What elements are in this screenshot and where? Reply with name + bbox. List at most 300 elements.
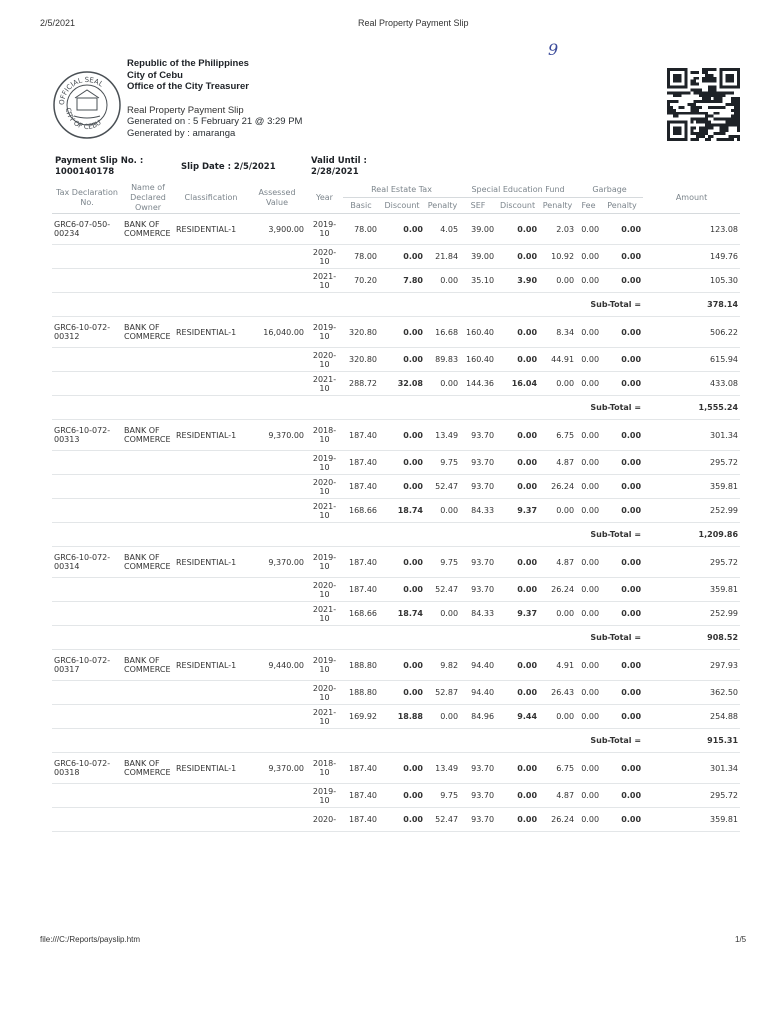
empty-cell xyxy=(174,245,248,269)
sdisc-cell: 0.00 xyxy=(496,681,539,705)
year-cell: 2019-10 xyxy=(306,784,343,808)
header-garbage: Garbage xyxy=(576,183,643,198)
subtotal-row xyxy=(52,293,740,317)
empty-cell xyxy=(248,602,306,626)
sef-cell: 93.70 xyxy=(460,420,496,451)
svg-text:OFFICIAL SEAL: OFFICIAL SEAL xyxy=(57,75,105,106)
gpen-cell: 0.00 xyxy=(601,475,643,499)
gpen-cell: 0.00 xyxy=(601,681,643,705)
subtotal-row xyxy=(52,729,740,753)
spen-cell: 26.24 xyxy=(539,475,576,499)
table-row xyxy=(52,420,740,451)
header-assessed-value: Assessed Value xyxy=(248,183,306,214)
subtotal-amount: 915.31 xyxy=(643,729,740,753)
empty-cell xyxy=(122,681,174,705)
year-cell: 2018-10 xyxy=(306,753,343,784)
fee-cell: 0.00 xyxy=(576,245,601,269)
sef-cell: 84.96 xyxy=(460,705,496,729)
pen-cell: 9.75 xyxy=(425,547,460,578)
empty-cell xyxy=(52,729,576,753)
empty-cell xyxy=(174,681,248,705)
empty-cell xyxy=(122,578,174,602)
disc-cell: 0.00 xyxy=(379,214,425,245)
table-row xyxy=(52,681,740,705)
sdisc-cell: 0.00 xyxy=(496,784,539,808)
gpen-cell: 0.00 xyxy=(601,451,643,475)
sef-cell: 160.40 xyxy=(460,348,496,372)
disc-cell: 18.74 xyxy=(379,499,425,523)
pen-cell: 52.47 xyxy=(425,578,460,602)
print-date: 2/5/2021 xyxy=(40,18,76,28)
office-label: Office of the City Treasurer xyxy=(127,81,249,92)
sdisc-cell: 0.00 xyxy=(496,245,539,269)
header-real-estate-tax: Real Estate Tax xyxy=(343,183,460,198)
header-sef-penalty: Penalty xyxy=(539,198,576,214)
payment-slip-no: Payment Slip No. : 1000140178 xyxy=(55,156,144,177)
header-sef-discount: Discount xyxy=(496,198,539,214)
sdisc-cell: 0.00 xyxy=(496,420,539,451)
assessed-value: 9,440.00 xyxy=(248,650,306,681)
sef-cell: 93.70 xyxy=(460,578,496,602)
disc-cell: 0.00 xyxy=(379,578,425,602)
sdisc-cell: 16.04 xyxy=(496,372,539,396)
amount-cell: 359.81 xyxy=(643,578,740,602)
owner-name: BANK OF COMMERCE xyxy=(122,547,174,578)
pen-cell: 9.75 xyxy=(425,451,460,475)
amount-cell: 433.08 xyxy=(643,372,740,396)
disc-cell: 0.00 xyxy=(379,753,425,784)
fee-cell: 0.00 xyxy=(576,420,601,451)
empty-cell xyxy=(122,808,174,832)
sef-cell: 160.40 xyxy=(460,317,496,348)
sdisc-cell: 3.90 xyxy=(496,269,539,293)
gpen-cell: 0.00 xyxy=(601,753,643,784)
fee-cell: 0.00 xyxy=(576,499,601,523)
table-row xyxy=(52,784,740,808)
sef-cell: 93.70 xyxy=(460,451,496,475)
empty-cell xyxy=(52,523,576,547)
empty-cell xyxy=(52,269,122,293)
year-cell: 2020-10 xyxy=(306,245,343,269)
header-special-education-fund: Special Education Fund xyxy=(460,183,576,198)
empty-cell xyxy=(174,784,248,808)
sdisc-cell: 0.00 xyxy=(496,475,539,499)
year-cell: 2020-10 xyxy=(306,475,343,499)
header-tax-declaration: Tax Declaration No. xyxy=(52,183,122,214)
fee-cell: 0.00 xyxy=(576,650,601,681)
empty-cell xyxy=(248,681,306,705)
amount-cell: 506.22 xyxy=(643,317,740,348)
sdisc-cell: 0.00 xyxy=(496,547,539,578)
empty-cell xyxy=(122,348,174,372)
classification: RESIDENTIAL-1 xyxy=(174,214,248,245)
sef-cell: 35.10 xyxy=(460,269,496,293)
assessed-value: 3,900.00 xyxy=(248,214,306,245)
fee-cell: 0.00 xyxy=(576,317,601,348)
gpen-cell: 0.00 xyxy=(601,705,643,729)
tax-declaration-no: GRC6-10-072-00318 xyxy=(52,753,122,784)
year-cell: 2020-10 xyxy=(306,681,343,705)
empty-cell xyxy=(52,784,122,808)
table-row xyxy=(52,808,740,832)
footer-file-path: file:///C:/Reports/payslip.htm xyxy=(40,935,141,944)
basic-cell: 187.40 xyxy=(343,753,379,784)
assessed-value: 16,040.00 xyxy=(248,317,306,348)
basic-cell: 187.40 xyxy=(343,420,379,451)
year-cell: 2020-10 xyxy=(306,348,343,372)
spen-cell: 0.00 xyxy=(539,602,576,626)
year-cell: 2019-10 xyxy=(306,650,343,681)
header-year: Year xyxy=(306,183,343,214)
tax-declaration-no: GRC6-07-050-00234 xyxy=(52,214,122,245)
table-row xyxy=(52,475,740,499)
pen-cell: 52.87 xyxy=(425,681,460,705)
spen-cell: 4.87 xyxy=(539,547,576,578)
fee-cell: 0.00 xyxy=(576,451,601,475)
fee-cell: 0.00 xyxy=(576,475,601,499)
amount-cell: 359.81 xyxy=(643,808,740,832)
sef-cell: 93.70 xyxy=(460,547,496,578)
subtotal-label: Sub-Total = xyxy=(576,523,643,547)
empty-cell xyxy=(122,372,174,396)
year-cell: 2021-10 xyxy=(306,372,343,396)
empty-cell xyxy=(174,808,248,832)
subtotal-label: Sub-Total = xyxy=(576,396,643,420)
sef-cell: 93.70 xyxy=(460,475,496,499)
sef-cell: 93.70 xyxy=(460,784,496,808)
spen-cell: 0.00 xyxy=(539,372,576,396)
basic-cell: 288.72 xyxy=(343,372,379,396)
spen-cell: 4.87 xyxy=(539,784,576,808)
amount-cell: 362.50 xyxy=(643,681,740,705)
spen-cell: 26.43 xyxy=(539,681,576,705)
year-cell: 2019-10 xyxy=(306,451,343,475)
classification: RESIDENTIAL-1 xyxy=(174,547,248,578)
sef-cell: 144.36 xyxy=(460,372,496,396)
gpen-cell: 0.00 xyxy=(601,214,643,245)
empty-cell xyxy=(248,348,306,372)
payment-table-body xyxy=(52,214,740,832)
basic-cell: 187.40 xyxy=(343,475,379,499)
subtotal-amount: 1,209.86 xyxy=(643,523,740,547)
gpen-cell: 0.00 xyxy=(601,499,643,523)
fee-cell: 0.00 xyxy=(576,705,601,729)
spen-cell: 6.75 xyxy=(539,420,576,451)
sdisc-cell: 0.00 xyxy=(496,753,539,784)
year-cell: 2019-10 xyxy=(306,547,343,578)
spen-cell: 4.91 xyxy=(539,650,576,681)
spen-cell: 2.03 xyxy=(539,214,576,245)
empty-cell xyxy=(248,499,306,523)
subtotal-amount: 378.14 xyxy=(643,293,740,317)
empty-cell xyxy=(122,245,174,269)
empty-cell xyxy=(122,475,174,499)
amount-cell: 301.34 xyxy=(643,420,740,451)
amount-cell: 123.08 xyxy=(643,214,740,245)
basic-cell: 78.00 xyxy=(343,214,379,245)
empty-cell xyxy=(122,269,174,293)
amount-cell: 295.72 xyxy=(643,547,740,578)
classification: RESIDENTIAL-1 xyxy=(174,317,248,348)
amount-cell: 301.34 xyxy=(643,753,740,784)
gpen-cell: 0.00 xyxy=(601,372,643,396)
basic-cell: 70.20 xyxy=(343,269,379,293)
year-cell: 2018-10 xyxy=(306,420,343,451)
assessed-value: 9,370.00 xyxy=(248,547,306,578)
table-row xyxy=(52,245,740,269)
empty-cell xyxy=(52,348,122,372)
gpen-cell: 0.00 xyxy=(601,245,643,269)
gpen-cell: 0.00 xyxy=(601,784,643,808)
classification: RESIDENTIAL-1 xyxy=(174,420,248,451)
amount-cell: 105.30 xyxy=(643,269,740,293)
gpen-cell: 0.00 xyxy=(601,420,643,451)
pen-cell: 0.00 xyxy=(425,269,460,293)
empty-cell xyxy=(174,578,248,602)
pen-cell: 16.68 xyxy=(425,317,460,348)
empty-cell xyxy=(248,808,306,832)
spen-cell: 6.75 xyxy=(539,753,576,784)
header-sef: SEF xyxy=(460,198,496,214)
sef-cell: 84.33 xyxy=(460,602,496,626)
year-cell: 2021-10 xyxy=(306,705,343,729)
table-row xyxy=(52,348,740,372)
empty-cell xyxy=(248,578,306,602)
assessed-value: 9,370.00 xyxy=(248,420,306,451)
generated-on: Generated on : 5 February 21 @ 3:29 PM xyxy=(127,116,303,127)
disc-cell: 0.00 xyxy=(379,420,425,451)
doc-title: Real Property Payment Slip xyxy=(127,104,244,116)
disc-cell: 0.00 xyxy=(379,650,425,681)
subtotal-row xyxy=(52,523,740,547)
payment-table xyxy=(52,183,740,832)
basic-cell: 187.40 xyxy=(343,451,379,475)
header-classification: Classification xyxy=(174,183,248,214)
valid-until: Valid Until : 2/28/2021 xyxy=(311,156,367,177)
owner-name: BANK OF COMMERCE xyxy=(122,317,174,348)
pen-cell: 89.83 xyxy=(425,348,460,372)
disc-cell: 0.00 xyxy=(379,245,425,269)
sef-cell: 94.40 xyxy=(460,650,496,681)
generated-by: Generated by : amaranga xyxy=(127,127,236,139)
sdisc-cell: 0.00 xyxy=(496,317,539,348)
empty-cell xyxy=(248,451,306,475)
year-cell: 2020- xyxy=(306,808,343,832)
amount-cell: 149.76 xyxy=(643,245,740,269)
empty-cell xyxy=(122,705,174,729)
table-row xyxy=(52,269,740,293)
empty-cell xyxy=(248,245,306,269)
official-seal-icon xyxy=(52,70,122,140)
table-row xyxy=(52,753,740,784)
owner-name: BANK OF COMMERCE xyxy=(122,420,174,451)
empty-cell xyxy=(122,602,174,626)
issuer-header xyxy=(127,58,302,139)
handwritten-mark: 9 xyxy=(548,40,559,59)
pen-cell: 9.82 xyxy=(425,650,460,681)
table-row xyxy=(52,602,740,626)
amount-cell: 254.88 xyxy=(643,705,740,729)
basic-cell: 187.40 xyxy=(343,547,379,578)
empty-cell xyxy=(174,475,248,499)
basic-cell: 188.80 xyxy=(343,650,379,681)
sdisc-cell: 0.00 xyxy=(496,214,539,245)
year-cell: 2021-10 xyxy=(306,602,343,626)
sdisc-cell: 0.00 xyxy=(496,451,539,475)
amount-cell: 252.99 xyxy=(643,602,740,626)
pen-cell: 4.05 xyxy=(425,214,460,245)
gpen-cell: 0.00 xyxy=(601,317,643,348)
classification: RESIDENTIAL-1 xyxy=(174,753,248,784)
tax-declaration-no: GRC6-10-072-00317 xyxy=(52,650,122,681)
table-row xyxy=(52,650,740,681)
fee-cell: 0.00 xyxy=(576,753,601,784)
basic-cell: 168.66 xyxy=(343,602,379,626)
sef-cell: 84.33 xyxy=(460,499,496,523)
empty-cell xyxy=(122,499,174,523)
subtotal-amount: 908.52 xyxy=(643,626,740,650)
gpen-cell: 0.00 xyxy=(601,808,643,832)
empty-cell xyxy=(174,269,248,293)
empty-cell xyxy=(52,626,576,650)
tax-declaration-no: GRC6-10-072-00313 xyxy=(52,420,122,451)
basic-cell: 188.80 xyxy=(343,681,379,705)
header-fee: Fee xyxy=(576,198,601,214)
sef-cell: 93.70 xyxy=(460,808,496,832)
pen-cell: 0.00 xyxy=(425,499,460,523)
spen-cell: 0.00 xyxy=(539,705,576,729)
basic-cell: 168.66 xyxy=(343,499,379,523)
table-row xyxy=(52,451,740,475)
table-row xyxy=(52,372,740,396)
year-cell: 2021-10 xyxy=(306,499,343,523)
subtotal-row xyxy=(52,626,740,650)
empty-cell xyxy=(52,451,122,475)
empty-cell xyxy=(174,499,248,523)
amount-cell: 297.93 xyxy=(643,650,740,681)
sdisc-cell: 9.37 xyxy=(496,499,539,523)
classification: RESIDENTIAL-1 xyxy=(174,650,248,681)
empty-cell xyxy=(174,372,248,396)
footer-page-number: 1/5 xyxy=(735,935,747,944)
header-amount: Amount xyxy=(643,183,740,214)
empty-cell xyxy=(52,396,576,420)
spen-cell: 10.92 xyxy=(539,245,576,269)
header-basic: Basic xyxy=(343,198,379,214)
spen-cell: 0.00 xyxy=(539,499,576,523)
disc-cell: 0.00 xyxy=(379,317,425,348)
fee-cell: 0.00 xyxy=(576,269,601,293)
spen-cell: 26.24 xyxy=(539,578,576,602)
basic-cell: 187.40 xyxy=(343,784,379,808)
year-cell: 2021-10 xyxy=(306,269,343,293)
fee-cell: 0.00 xyxy=(576,348,601,372)
empty-cell xyxy=(174,602,248,626)
disc-cell: 32.08 xyxy=(379,372,425,396)
gpen-cell: 0.00 xyxy=(601,269,643,293)
sdisc-cell: 0.00 xyxy=(496,808,539,832)
sdisc-cell: 0.00 xyxy=(496,348,539,372)
table-row xyxy=(52,705,740,729)
empty-cell xyxy=(52,372,122,396)
empty-cell xyxy=(52,808,122,832)
slip-date: Slip Date : 2/5/2021 xyxy=(181,162,276,172)
pen-cell: 13.49 xyxy=(425,753,460,784)
sef-cell: 39.00 xyxy=(460,214,496,245)
empty-cell xyxy=(52,475,122,499)
amount-cell: 615.94 xyxy=(643,348,740,372)
assessed-value: 9,370.00 xyxy=(248,753,306,784)
fee-cell: 0.00 xyxy=(576,214,601,245)
fee-cell: 0.00 xyxy=(576,578,601,602)
sdisc-cell: 0.00 xyxy=(496,578,539,602)
empty-cell xyxy=(248,475,306,499)
basic-cell: 78.00 xyxy=(343,245,379,269)
svg-text:CITY OF CEBU: CITY OF CEBU xyxy=(63,107,103,132)
fee-cell: 0.00 xyxy=(576,602,601,626)
owner-name: BANK OF COMMERCE xyxy=(122,650,174,681)
table-row xyxy=(52,578,740,602)
empty-cell xyxy=(174,705,248,729)
fee-cell: 0.00 xyxy=(576,681,601,705)
empty-cell xyxy=(52,705,122,729)
gpen-cell: 0.00 xyxy=(601,602,643,626)
tax-declaration-no: GRC6-10-072-00314 xyxy=(52,547,122,578)
disc-cell: 7.80 xyxy=(379,269,425,293)
spen-cell: 44.91 xyxy=(539,348,576,372)
pen-cell: 13.49 xyxy=(425,420,460,451)
gpen-cell: 0.00 xyxy=(601,547,643,578)
subtotal-label: Sub-Total = xyxy=(576,729,643,753)
disc-cell: 0.00 xyxy=(379,808,425,832)
gpen-cell: 0.00 xyxy=(601,578,643,602)
empty-cell xyxy=(52,602,122,626)
spen-cell: 8.34 xyxy=(539,317,576,348)
empty-cell xyxy=(52,681,122,705)
pen-cell: 0.00 xyxy=(425,602,460,626)
year-cell: 2019-10 xyxy=(306,214,343,245)
disc-cell: 0.00 xyxy=(379,784,425,808)
sdisc-cell: 0.00 xyxy=(496,650,539,681)
spen-cell: 0.00 xyxy=(539,269,576,293)
fee-cell: 0.00 xyxy=(576,547,601,578)
spen-cell: 4.87 xyxy=(539,451,576,475)
republic-label: Republic of the Philippines xyxy=(127,58,249,69)
pen-cell: 0.00 xyxy=(425,372,460,396)
pen-cell: 52.47 xyxy=(425,475,460,499)
city-label: City of Cebu xyxy=(127,69,183,81)
amount-cell: 295.72 xyxy=(643,451,740,475)
disc-cell: 18.88 xyxy=(379,705,425,729)
table-row xyxy=(52,317,740,348)
empty-cell xyxy=(52,499,122,523)
table-row xyxy=(52,547,740,578)
sef-cell: 94.40 xyxy=(460,681,496,705)
empty-cell xyxy=(174,451,248,475)
disc-cell: 18.74 xyxy=(379,602,425,626)
basic-cell: 320.80 xyxy=(343,348,379,372)
empty-cell xyxy=(122,451,174,475)
qr-code-icon xyxy=(667,68,740,141)
empty-cell xyxy=(174,348,248,372)
fee-cell: 0.00 xyxy=(576,784,601,808)
subtotal-row xyxy=(52,396,740,420)
sef-cell: 93.70 xyxy=(460,753,496,784)
basic-cell: 320.80 xyxy=(343,317,379,348)
empty-cell xyxy=(248,784,306,808)
empty-cell xyxy=(52,578,122,602)
subtotal-label: Sub-Total = xyxy=(576,626,643,650)
